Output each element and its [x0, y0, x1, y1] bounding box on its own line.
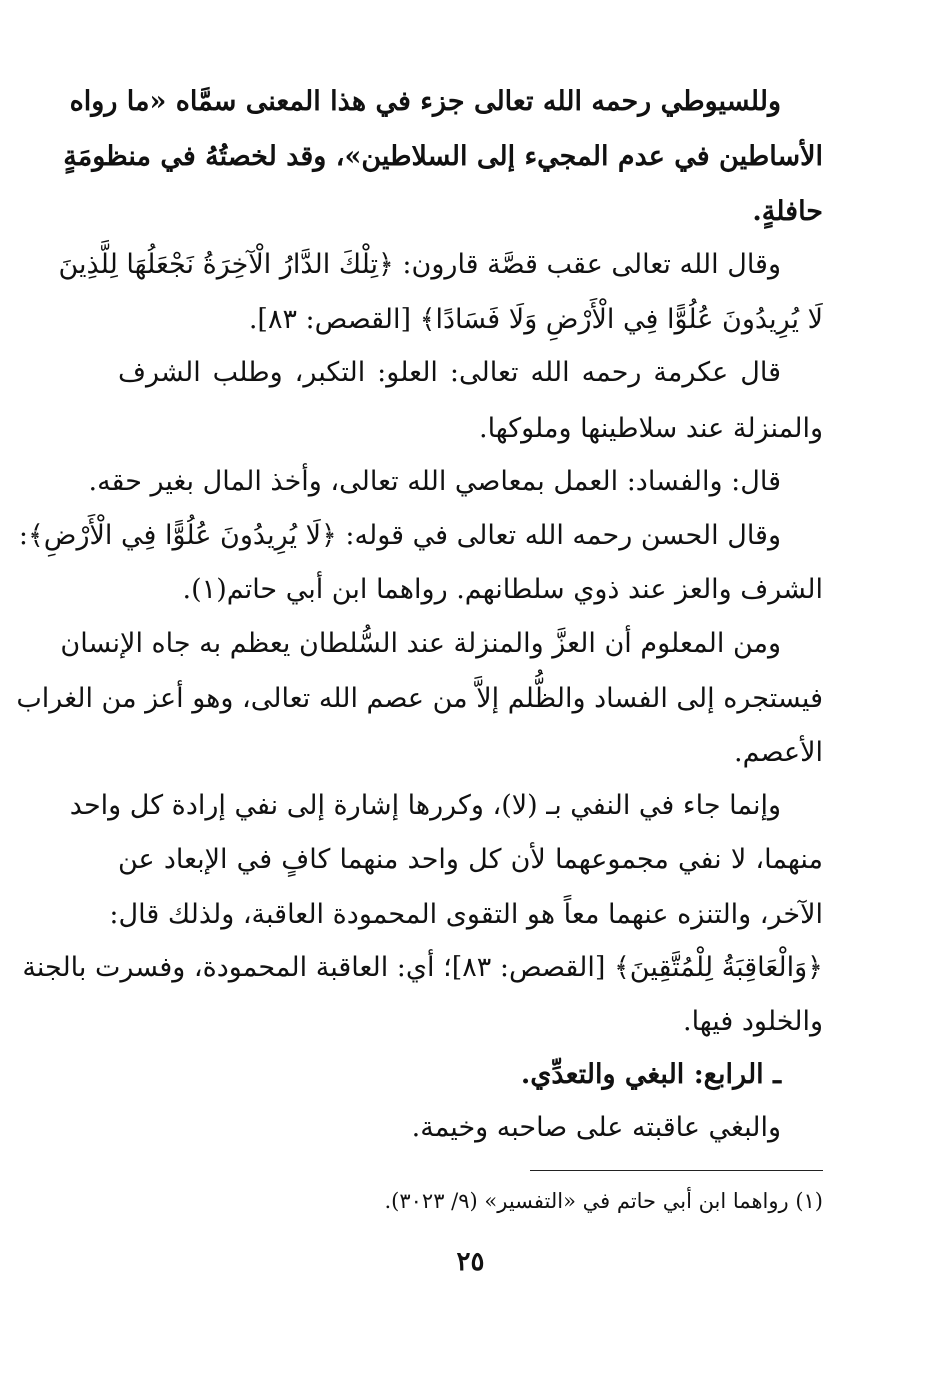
text-line: حافلةٍ. — [752, 196, 823, 227]
text-line: والمنزلة عند سلاطينها وملوكها. — [479, 413, 823, 444]
text-line: الأعصم. — [734, 737, 823, 768]
text-line: الأساطين في عدم المجيء إلى السلاطين»، وقد لخصتُهُ في منظومَةٍ — [63, 141, 823, 172]
text-line: وإنما جاء في النفي بـ (لا)، وكررها إشارة إلى نفي إرادة كل واحد — [69, 790, 781, 821]
text-line: وقال الله تعالى عقب قصَّة قارون: ﴿تِلْكَ الدَّارُ الْآخِرَةُ نَجْعَلُهَا لِلَّذِينَ — [58, 249, 781, 280]
text-line: منهما، لا نفي مجموعهما لأن كل واحد منهما كافٍ في الإبعاد عن — [118, 844, 823, 875]
text-line: والبغي عاقبته على صاحبه وخيمة. — [411, 1112, 781, 1143]
footnote-separator — [530, 1170, 823, 1171]
text-line: وقال الحسن رحمه الله تعالى في قوله: ﴿لَا يُرِيدُونَ عُلُوًّا فِي الْأَرْضِ﴾: — [18, 520, 781, 551]
page-number: ٢٥ — [456, 1247, 485, 1277]
text-line: لَا يُرِيدُونَ عُلُوًّا فِي الْأَرْضِ وَلَا فَسَادًا﴾ [القصص: ٨٣]. — [248, 304, 823, 335]
text-line: وللسيوطي رحمه الله تعالى جزء في هذا المعنى سمَّاه «ما رواه — [69, 86, 781, 117]
text-line: والخلود فيها. — [683, 1006, 823, 1037]
text-line: قال عكرمة رحمه الله تعالى: العلو: التكبر، وطلب الشرف — [118, 357, 781, 388]
text-line: ومن المعلوم أن العزَّ والمنزلة عند السُّلطان يعظم به جاه الإنسان — [60, 628, 781, 659]
footnote: (١) رواهما ابن أبي حاتم في «التفسير» (٩/ ٣٠٢٣). — [384, 1189, 823, 1213]
text-line: ﴿وَالْعَاقِبَةُ لِلْمُتَّقِينَ﴾ [القصص: ٨٣]؛ أي: العاقبة المحمودة، وفسرت بالجنة — [22, 952, 823, 983]
text-line: قال: والفساد: العمل بمعاصي الله تعالى، وأخذ المال بغير حقه. — [88, 466, 781, 497]
text-line: فيستجره إلى الفساد والظُّلم إلاَّ من عصم الله تعالى، وهو أعز من الغراب — [16, 683, 823, 714]
text-line: الآخر، والتنزه عنهما معاً هو التقوى المحمودة العاقبة، ولذلك قال: — [109, 899, 823, 930]
text-line: الشرف والعز عند ذوي سلطانهم. رواهما ابن أبي حاتم(١). — [182, 574, 823, 605]
text-line: ـ الرابع: البغي والتعدِّي. — [520, 1059, 781, 1090]
